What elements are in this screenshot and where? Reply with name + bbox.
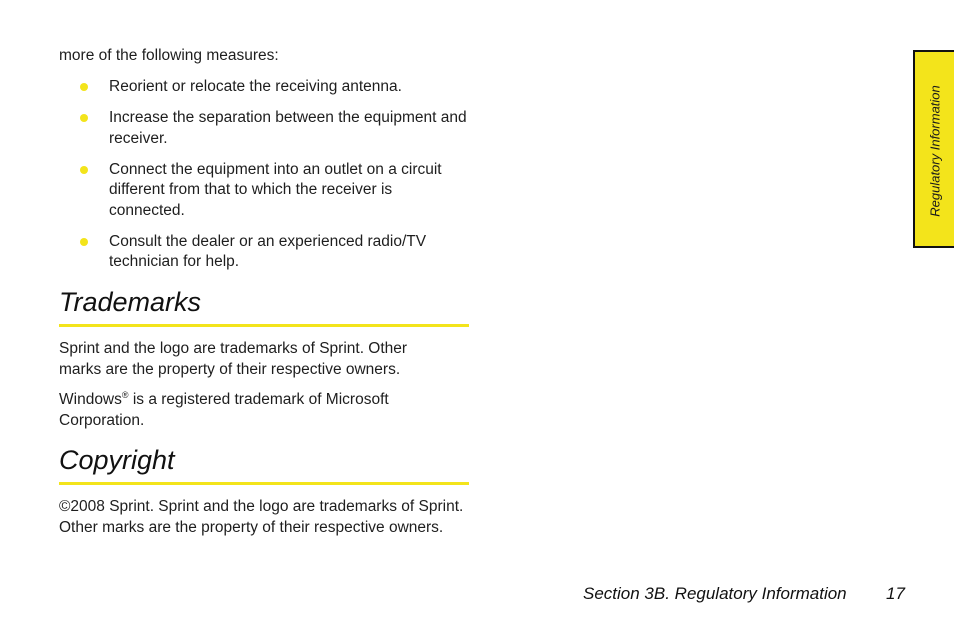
list-item	[80, 108, 475, 149]
bullet-dot-icon	[80, 166, 88, 174]
copyright-paragraph: ©2008 Sprint. Sprint and the logo are trademarks of Sprint. Other marks are the property of their respective owners.	[59, 498, 464, 536]
bullet-dot-icon	[80, 238, 88, 246]
list-item	[80, 232, 475, 273]
list-item	[80, 77, 475, 98]
copyright-heading: Copyright	[59, 445, 175, 475]
side-tab-label: Regulatory Information	[927, 85, 943, 217]
trademarks-divider	[59, 324, 469, 327]
section-side-tab	[913, 50, 954, 248]
footer-section-title: Section 3B. Regulatory Information	[583, 584, 847, 603]
bullet-dot-icon	[80, 114, 88, 122]
list-item-text: Connect the equipment into an outlet on a circuit different from that to which the receiver is connected.	[109, 160, 442, 219]
list-item-text: Consult the dealer or an experienced radio/TV technician for help.	[109, 232, 427, 270]
trademarks-paragraph: Sprint and the logo are trademarks of Sprint. Other marks are the property of their respective owners.	[59, 340, 408, 378]
intro-text: more of the following measures:	[59, 47, 279, 64]
list-item-text: Increase the separation between the equipment and receiver.	[109, 109, 467, 147]
registered-mark: ®	[121, 389, 129, 400]
list-item-text: Reorient or relocate the receiving antenna.	[109, 78, 402, 95]
list-item	[80, 160, 475, 222]
footer-page-number: 17	[886, 584, 905, 603]
copyright-divider	[59, 482, 469, 485]
measures-list	[80, 77, 475, 283]
bullet-dot-icon	[80, 83, 88, 91]
windows-text: Windows	[59, 391, 122, 408]
trademarks-heading: Trademarks	[59, 287, 202, 317]
windows-trademark-paragraph	[59, 390, 429, 431]
windows-suffix-text: is a registered trademark of Microsoft Corporation.	[59, 391, 389, 429]
